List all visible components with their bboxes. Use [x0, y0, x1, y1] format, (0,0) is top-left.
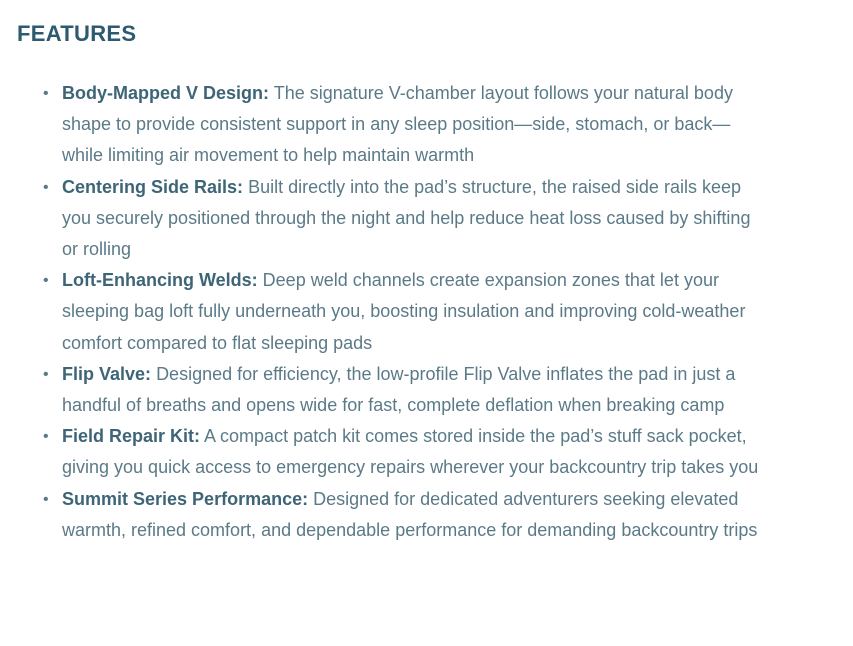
feature-name: Body-Mapped V Design:	[62, 83, 270, 103]
list-item	[43, 484, 767, 546]
bullet-icon: •	[43, 85, 49, 102]
list-item	[43, 265, 767, 359]
list-item	[43, 78, 767, 172]
bullet-icon: •	[43, 272, 49, 290]
feature-description: Designed for dedicated adventurers seeking elevated warmth, refined comfort, and dependable performance for demanding backcountry trips	[62, 488, 758, 540]
feature-name: Loft-Enhancing Welds:	[62, 270, 258, 291]
feature-description: The signature V-chamber layout follows your natural body shape to provide consistent support in any sleep position—side, stomach, or back—while limiting air movement to help maintain warmth	[62, 83, 733, 166]
feature-description: A compact patch kit comes stored inside the pad’s stuff sack pocket, giving you quick access to emergency repairs wherever your backcountry trip takes you	[62, 426, 759, 478]
features-list	[17, 78, 767, 546]
feature-name: Flip Valve:	[62, 363, 152, 384]
feature-description: Designed for efficiency, the low-profile Flip Valve inflates the pad in just a handful of breaths and opens wide for fast, complete deflation when breaking camp	[62, 363, 736, 416]
section-title: FEATURES	[17, 21, 137, 46]
feature-name: Field Repair Kit:	[62, 426, 201, 447]
feature-description: Built directly into the pad’s structure, the raised side rails keep you securely positioned through the night and help reduce heat loss caused by shifting or rolling	[62, 176, 751, 260]
bullet-icon: •	[43, 178, 49, 196]
list-item	[43, 421, 767, 483]
feature-name: Centering Side Rails:	[62, 176, 244, 197]
feature-name: Summit Series Performance:	[62, 488, 309, 509]
list-item	[43, 359, 767, 421]
bullet-icon: •	[43, 490, 49, 508]
list-item	[43, 172, 767, 266]
bullet-icon: •	[43, 428, 49, 446]
feature-description: Deep weld channels create expansion zones that let your sleeping bag loft fully underneath you, boosting insulation and improving cold-weather comfort compared to flat sleeping pads	[62, 270, 746, 353]
bullet-icon: •	[43, 365, 49, 383]
